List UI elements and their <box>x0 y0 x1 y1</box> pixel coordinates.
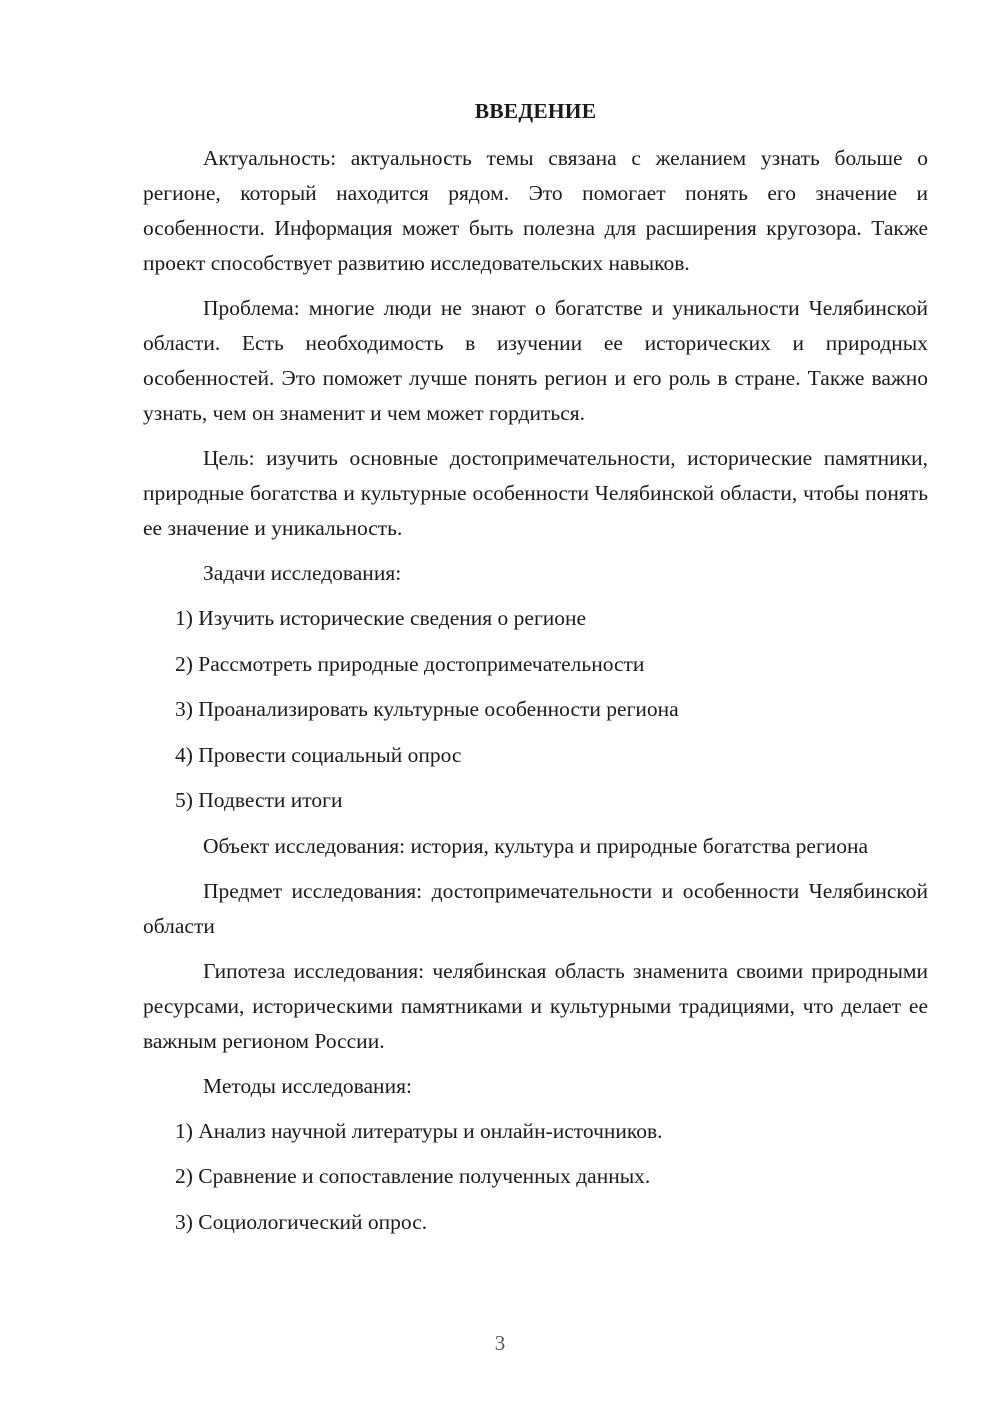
list-item: 1) Анализ научной литературы и онлайн-источников. <box>175 1118 663 1143</box>
list-item: 3) Проанализировать культурные особенности региона <box>175 697 679 721</box>
relevance-paragraph: Актуальность: актуальность темы связана с желанием узнать больше о регионе, который находится рядом. Это помогает понять его значение и особенности. Информация может быть полезна для расширения кругозора. Также проект способствует развитию исследовательских навыков. <box>143 146 928 275</box>
methods-heading: Методы исследования: <box>203 1073 412 1098</box>
list-item: 1) Изучить исторические сведения о регионе <box>175 606 587 630</box>
tasks-heading: Задачи исследования: <box>203 561 402 585</box>
list-item: 4) Провести социальный опрос <box>175 742 462 767</box>
problem-paragraph: Проблема: многие люди не знают о богатстве и уникальности Челябинской области. Есть необходимость в изучении ее исторических и природных особенностей. Это поможет лучше понять регион и его роль в стране. Также важно узнать, чем он знаменит и чем может гордиться. <box>143 296 928 425</box>
tasks-list <box>143 601 928 818</box>
goal-paragraph: Цель: изучить основные достопримечательности, исторические памятники, природные богатства и культурные особенности Челябинской области, чтобы понять ее значение и уникальность. <box>143 446 928 540</box>
subject-paragraph: Предмет исследования: достопримечательности и особенности Челябинской области <box>143 878 928 938</box>
methods-list <box>143 1114 928 1240</box>
document-page <box>143 94 928 1250</box>
hypothesis-paragraph: Гипотеза исследования: челябинская область знаменита своими природными ресурсами, историческими памятниками и культурными традициями, что делает ее важным регионом России. <box>143 958 928 1053</box>
list-item: 2) Сравнение и сопоставление полученных данных. <box>175 1164 651 1188</box>
object-paragraph: Объект исследования: история, культура и природные богатства региона <box>203 833 869 858</box>
page-title: ВВЕДЕНИЕ <box>474 99 597 123</box>
list-item: 2) Рассмотреть природные достопримечательности <box>175 651 645 676</box>
list-item: 3) Социологический опрос. <box>175 1209 428 1234</box>
page-number: 3 <box>494 1331 506 1355</box>
list-item: 5) Подвести итоги <box>175 788 343 812</box>
